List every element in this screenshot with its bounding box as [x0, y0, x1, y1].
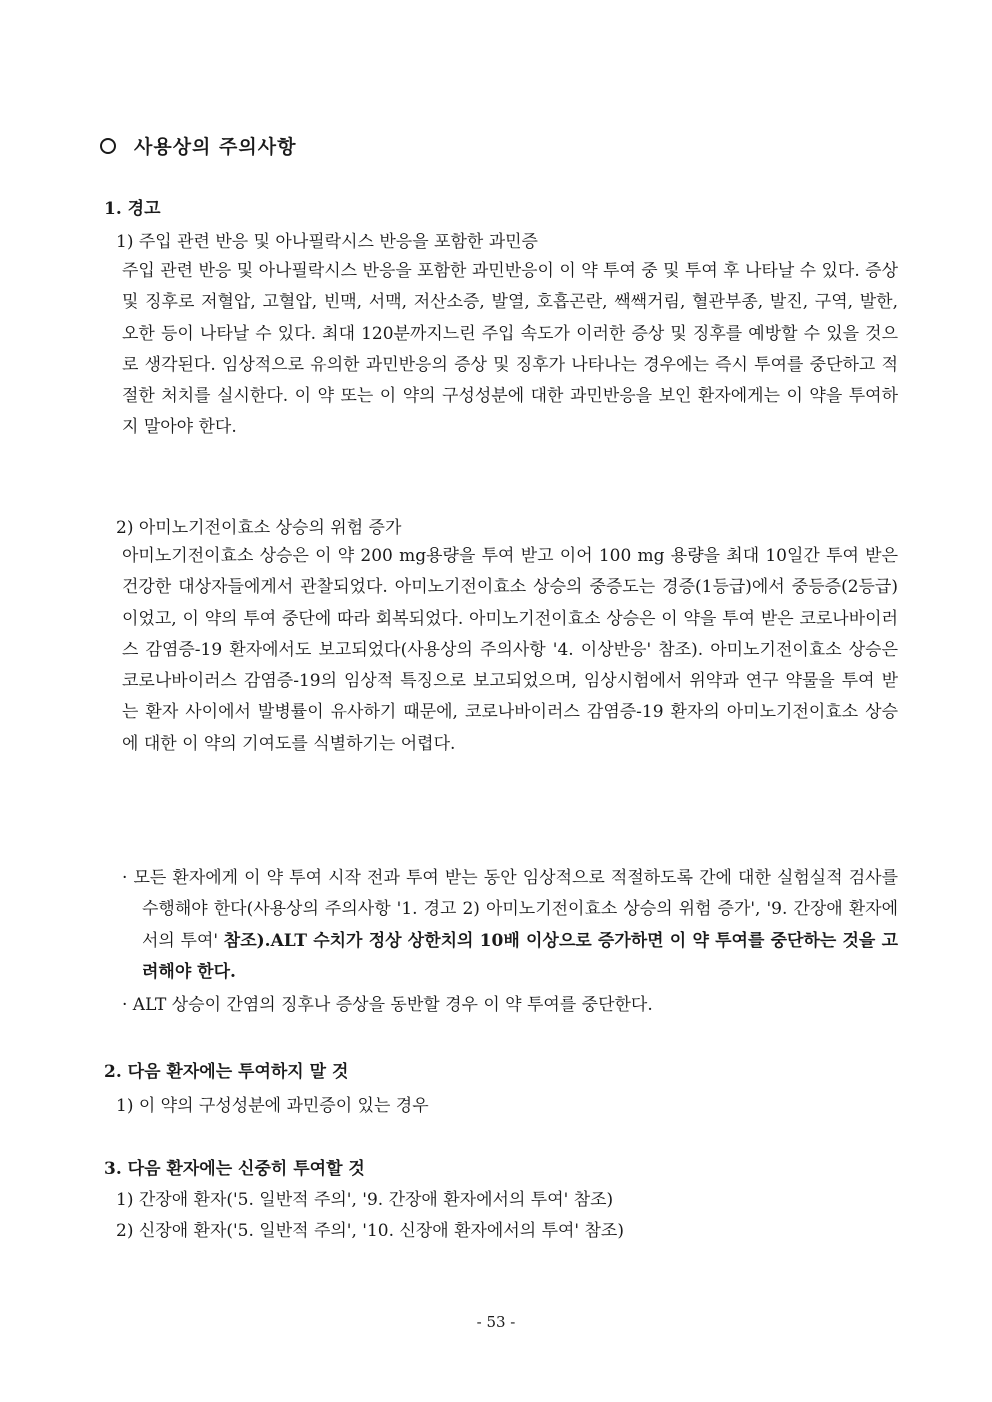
paragraph-aminotransferase: 아미노기전이효소 상승은 이 약 200 mg용량을 투여 받고 이어 100 mg 용량을 최대 10일간 투여 받은 건강한 대상자들에게서 관찰되었다. 아미노기전이효소 상승의 중증도는 경증(1등급)에서 중등증(2등급)이었고, 이 약의 투여 중단에 따라 회복되었다. 아미노기전이효소 상승은 이 약을 투여 받은 코로나바이러스 감염증-19 환자에서도 보고되었다(사용상의 주의사항 '4. 이상반응' 참조). 아미노기전이효소 상승은 코로나바이러스 감염증-19의 임상적 특징으로 보고되었으며, 임상시험에서 위약과 연구 약물을 투여 받는 환자 사이에서 발병률이 유사하기 때문에, 코로나바이러스 감염증-19 환자의 아미노기전이효소 상승에 대한 이 약의 기여도를 식별하기는 어렵다.: [122, 546, 898, 754]
subheading-hypersensitivity: 1) 주입 관련 반응 및 아나필락시스 반응을 포함한 과민증: [116, 232, 538, 252]
paragraph-hypersensitivity: 주입 관련 반응 및 아나필락시스 반응을 포함한 과민반응이 이 약 투여 중 및 투여 후 나타날 수 있다. 증상 및 징후로 저혈압, 고혈압, 빈맥, 서맥, 저산소증, 발열, 호흡곤란, 쌕쌕거림, 혈관부종, 발진, 구역, 발한, 오한 등이 나타날 수 있다. 최대 120분까지느린 주입 속도가 이러한 증상 및 징후를 예방할 수 있을 것으로 생각된다. 임상적으로 유의한 과민반응의 증상 및 징후가 나타나는 경우에는 즉시 투여를 중단하고 적절한 처치를 실시한다. 이 약 또는 이 약의 구성성분에 대한 과민반응을 보인 환자에게는 이 약을 투여하지 말아야 한다.: [122, 261, 898, 438]
bullet-alt-elevation: · ALT 상승이 간염의 징후나 증상을 동반할 경우 이 약 투여를 중단한다.: [122, 995, 653, 1015]
heading-warning: 1. 경고: [104, 199, 161, 219]
contraindication-item-1: 1) 이 약의 구성성분에 과민증이 있는 경우: [116, 1096, 429, 1116]
bullet-liver-test-text: · 모든 환자에게 이 약 투여 시작 전과 투여 받는 동안 임상적으로 적절하도록 간에 대한 실험실적 검사를 수행해야 한다(사용상의 주의사항 '1. 경고 2) 아미노기전이효소 상승의 위험 증가', '9. 간장애 환자에서의 투여': [122, 868, 898, 951]
page-number: - 53 -: [476, 1313, 516, 1331]
subheading-aminotransferase: 2) 아미노기전이효소 상승의 위험 증가: [116, 518, 402, 538]
section-title-text: 사용상의 주의사항: [134, 136, 297, 158]
bullet-liver-test-bold: 참조).ALT 수치가 정상 상한치의 10배 이상으로 증가하면 이 약 투여를 중단하는 것을 고려해야 한다.: [142, 930, 898, 982]
heading-caution: 3. 다음 환자에는 신중히 투여할 것: [104, 1159, 365, 1179]
circle-bullet-icon: [100, 138, 116, 154]
heading-contraindication: 2. 다음 환자에는 투여하지 말 것: [104, 1062, 349, 1082]
section-title: [100, 132, 296, 159]
caution-item-1: 1) 간장애 환자('5. 일반적 주의', '9. 간장애 환자에서의 투여' 참조): [116, 1190, 614, 1210]
caution-item-2: 2) 신장애 환자('5. 일반적 주의', '10. 신장애 환자에서의 투여' 참조): [116, 1221, 624, 1241]
bullet-liver-test: [122, 863, 898, 988]
